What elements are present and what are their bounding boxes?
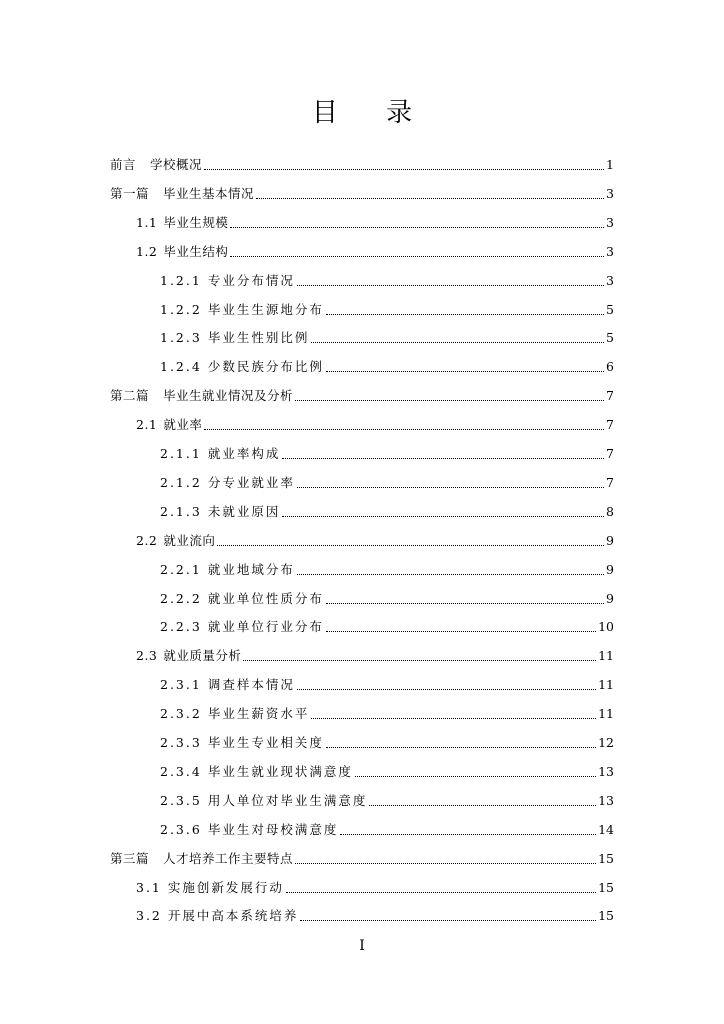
toc-entry[interactable] <box>160 732 614 754</box>
toc-entry-number: 2.1 <box>136 417 158 433</box>
toc-entry-page: 6 <box>606 359 614 375</box>
toc-entry-number: 1.2 <box>136 243 158 259</box>
toc-entry-page: 13 <box>598 763 614 779</box>
toc-entry-label <box>160 616 324 638</box>
toc-entry-label <box>160 327 309 349</box>
toc-entry-page: 15 <box>598 908 614 924</box>
page-title: 目 录 <box>311 98 433 128</box>
toc-entry-title: 就业质量分析 <box>163 648 242 664</box>
dot-leader <box>297 486 604 488</box>
toc-entry-page: 3 <box>606 272 614 288</box>
toc-entry[interactable] <box>110 848 614 870</box>
toc-entry[interactable] <box>160 819 614 841</box>
dot-leader <box>217 544 604 546</box>
dot-leader <box>326 630 596 632</box>
toc-entry-number: 1.2.2 <box>160 301 202 317</box>
dot-leader <box>311 717 596 719</box>
toc-entry-title: 就业单位性质分布 <box>207 590 324 606</box>
toc-entry-page: 9 <box>606 590 614 606</box>
dot-leader <box>340 833 596 835</box>
toc-entry[interactable] <box>136 645 614 667</box>
toc-entry-number: 2.3.5 <box>160 792 202 808</box>
toc-entry[interactable] <box>110 154 614 176</box>
toc-entry[interactable] <box>160 443 614 465</box>
toc-entry[interactable] <box>110 385 614 407</box>
toc-entry-number: 2.2.3 <box>160 619 202 635</box>
toc-entry-number: 2.2.2 <box>160 590 202 606</box>
dot-leader <box>326 313 604 315</box>
toc-entry-page: 3 <box>606 243 614 259</box>
toc-entry-number: 2.3.6 <box>160 821 202 837</box>
toc-entry-number: 前言 <box>110 157 137 172</box>
toc-entry-label <box>160 501 280 523</box>
toc-entry[interactable] <box>160 270 614 292</box>
toc-entry-number: 2.1.3 <box>160 503 202 519</box>
toc-entry-number: 2.1.2 <box>160 474 202 490</box>
dot-leader <box>282 457 604 459</box>
toc-entry[interactable] <box>110 183 614 205</box>
toc-entry-page: 3 <box>606 214 614 230</box>
toc-entry-page: 14 <box>598 821 614 837</box>
toc-entry[interactable] <box>160 472 614 494</box>
toc-entry-page: 11 <box>598 706 614 722</box>
toc-entry-title: 毕业生规模 <box>163 214 229 230</box>
toc-entry[interactable] <box>160 674 614 696</box>
toc-entry-label <box>160 270 295 292</box>
toc-entry[interactable] <box>160 327 614 349</box>
toc-entry-page: 7 <box>606 388 614 404</box>
toc-entry-title: 毕业生结构 <box>163 243 229 259</box>
toc-entry[interactable] <box>160 703 614 725</box>
toc-entry-title: 毕业生对母校满意度 <box>207 821 339 837</box>
toc-entry-number: 2.2.1 <box>160 561 202 577</box>
dot-leader <box>204 168 604 170</box>
toc-entry-title: 毕业生基本情况 <box>163 185 255 201</box>
toc-entry-page: 11 <box>598 677 614 693</box>
toc-entry-page: 7 <box>606 446 614 461</box>
dot-leader <box>297 688 596 690</box>
toc-entry-label <box>136 414 202 436</box>
dot-leader <box>369 804 596 806</box>
toc-entry-page: 9 <box>606 561 614 577</box>
toc-entry-number: 2.1.1 <box>160 446 202 461</box>
toc-entry-title: 用人单位对毕业生满意度 <box>207 792 368 808</box>
toc-entry[interactable] <box>136 414 614 436</box>
dot-leader <box>256 197 604 199</box>
toc-entry[interactable] <box>160 559 614 581</box>
toc-entry-number: 2.3.3 <box>160 735 202 750</box>
toc-entry-page: 1 <box>606 157 614 172</box>
toc-entry[interactable] <box>160 501 614 523</box>
toc-entry-page: 15 <box>598 850 614 866</box>
toc-entry-label <box>136 212 228 234</box>
toc-entry-label <box>160 732 324 754</box>
toc-entry-title: 毕业生生源地分布 <box>207 301 324 317</box>
dot-leader <box>243 659 596 661</box>
toc-entry-label <box>110 848 293 870</box>
toc-entry-label <box>136 877 284 899</box>
toc-entry-label <box>160 356 324 378</box>
toc-entry-number: 1.1 <box>136 214 158 230</box>
toc-entry-page: 5 <box>606 301 614 317</box>
toc-entry-page: 15 <box>598 879 614 895</box>
toc-entry-number: 1.2.1 <box>160 272 202 288</box>
toc-entry-title: 人才培养工作主要特点 <box>163 850 294 866</box>
toc-entry-number: 1.2.4 <box>160 359 202 375</box>
toc-entry-label <box>160 819 338 841</box>
toc-entry-title: 毕业生就业现状满意度 <box>207 763 353 779</box>
dot-leader <box>286 891 596 893</box>
toc-entry-label <box>160 472 295 494</box>
toc-entry[interactable] <box>136 212 614 234</box>
toc-entry-page: 7 <box>606 474 614 490</box>
toc-entry-title: 开展中高本系统培养 <box>167 908 299 924</box>
dot-leader <box>355 775 596 777</box>
toc-entry-label <box>160 761 353 783</box>
toc-entry-label <box>160 299 324 321</box>
toc-entry-label <box>136 645 241 667</box>
toc-entry-number: 2.3.4 <box>160 763 202 779</box>
toc-entry-title: 专业分布情况 <box>207 272 295 288</box>
toc-entry-label <box>160 559 295 581</box>
toc-entry[interactable] <box>160 356 614 378</box>
toc-entry[interactable] <box>160 588 614 610</box>
toc-entry-number: 第二篇 <box>110 388 150 404</box>
dot-leader <box>204 428 604 430</box>
toc-entry-page: 7 <box>606 417 614 433</box>
toc-entry-title: 就业单位行业分布 <box>207 619 324 635</box>
toc-entry-label <box>136 530 215 552</box>
toc-entry-number: 3.2 <box>136 908 162 924</box>
dot-leader <box>295 399 604 401</box>
toc-entry-page: 9 <box>606 532 614 548</box>
toc-entry-title: 就业地域分布 <box>207 561 295 577</box>
toc-entry-label <box>110 385 293 407</box>
toc-entry-label <box>160 443 280 465</box>
toc-entry-number: 3.1 <box>136 879 162 895</box>
toc-entry-title: 调查样本情况 <box>207 677 295 693</box>
toc-entry-page: 12 <box>598 735 614 750</box>
toc-entry-page: 10 <box>598 619 614 635</box>
toc-entry[interactable] <box>136 530 614 552</box>
toc-entry-label <box>110 154 202 176</box>
toc-entry-title: 学校概况 <box>150 157 203 172</box>
toc-entry-number: 2.3 <box>136 648 158 664</box>
dot-leader <box>297 573 604 575</box>
dot-leader <box>326 602 604 604</box>
toc-entry-page: 8 <box>606 503 614 519</box>
toc-entry-title: 毕业生专业相关度 <box>207 735 324 750</box>
toc-entry-number: 2.3.2 <box>160 706 202 722</box>
dot-leader <box>326 370 604 372</box>
toc-entry-page: 11 <box>598 648 614 664</box>
dot-leader <box>300 919 596 921</box>
dot-leader <box>297 284 604 286</box>
toc-entry[interactable] <box>160 761 614 783</box>
toc-entry-title: 实施创新发展行动 <box>167 879 284 895</box>
toc-entry-number: 2.2 <box>136 532 158 548</box>
toc-entry-page: 5 <box>606 330 614 346</box>
toc-entry-number: 2.3.1 <box>160 677 202 693</box>
page-number: I <box>359 938 365 954</box>
dot-leader <box>230 255 604 257</box>
toc-entry[interactable] <box>136 905 614 927</box>
dot-leader <box>282 515 604 517</box>
dot-leader <box>295 862 596 864</box>
toc-entry[interactable] <box>136 877 614 899</box>
toc-entry-title: 就业率 <box>163 417 203 433</box>
toc-entry-number: 1.2.3 <box>160 330 202 346</box>
toc-entry-title: 分专业就业率 <box>207 474 295 490</box>
toc-entry[interactable] <box>136 241 614 263</box>
toc-entry-title: 就业率构成 <box>207 446 281 461</box>
toc-entry-title: 未就业原因 <box>207 503 281 519</box>
toc-entry-label <box>136 241 228 263</box>
toc-entry-number: 第三篇 <box>110 850 150 866</box>
toc-entry-title: 就业流向 <box>163 532 216 548</box>
dot-leader <box>311 341 604 343</box>
toc-entry-label <box>136 905 298 927</box>
toc-entry-title: 毕业生性别比例 <box>207 330 310 346</box>
toc-entry-title: 毕业生薪资水平 <box>207 706 310 722</box>
toc-entry-number: 第一篇 <box>110 185 150 201</box>
dot-leader <box>326 746 596 748</box>
toc-entry-label <box>160 674 295 696</box>
toc-entry-label <box>160 790 367 812</box>
toc-entry[interactable] <box>160 299 614 321</box>
toc-entry[interactable] <box>160 616 614 638</box>
toc-entry-label <box>110 183 254 205</box>
toc-entry[interactable] <box>160 790 614 812</box>
toc-entry-label <box>160 588 324 610</box>
toc-entry-title: 毕业生就业情况及分析 <box>163 388 294 404</box>
dot-leader <box>230 226 604 228</box>
toc-entry-label <box>160 703 309 725</box>
toc-entry-page: 3 <box>606 185 614 201</box>
toc-entry-title: 少数民族分布比例 <box>207 359 324 375</box>
toc-entry-page: 13 <box>598 792 614 808</box>
